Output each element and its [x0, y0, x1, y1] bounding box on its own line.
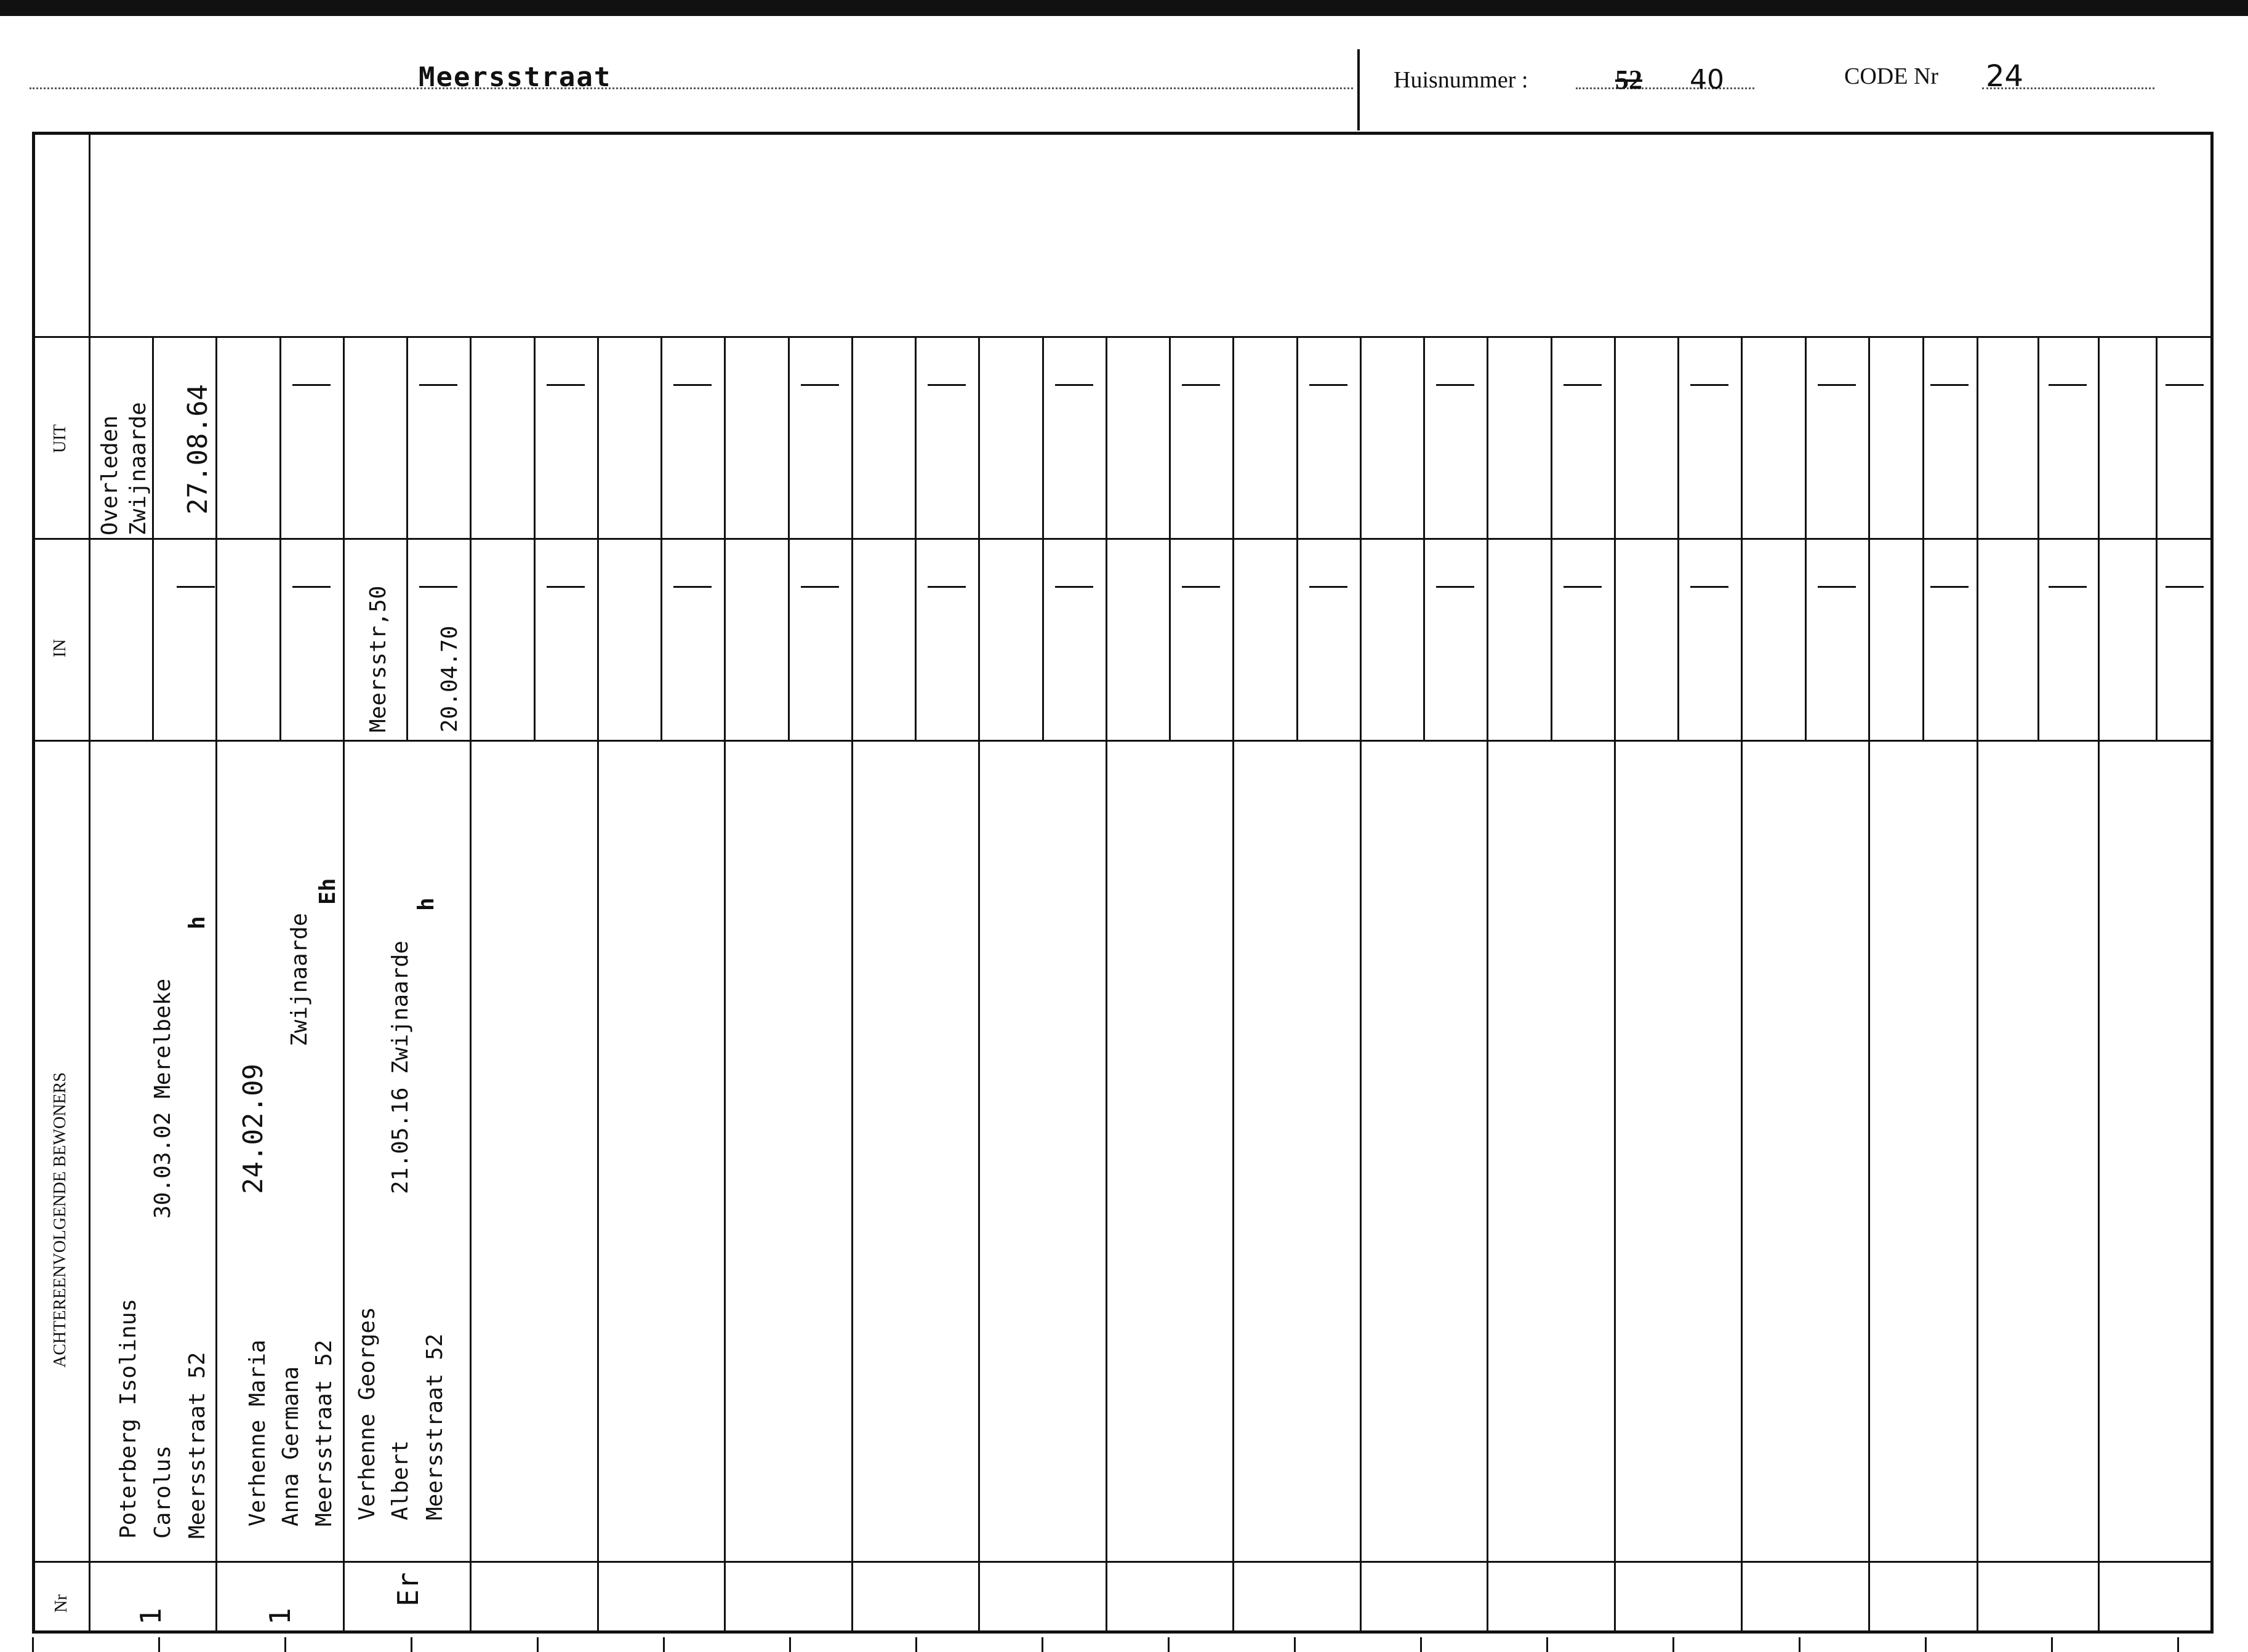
- section-label-uit: UIT: [50, 424, 70, 453]
- resident-3-name-line1: Verhenne Georges: [355, 1307, 380, 1520]
- sub-column-divider: [406, 336, 408, 740]
- sub-column-divider: [1042, 336, 1044, 740]
- resident-1-birth: 30.03.02 Merelbeke: [150, 978, 175, 1219]
- empty-cell-dash: [292, 384, 331, 386]
- empty-cell-dash: [1930, 586, 1969, 588]
- resident-1-address: Meersstraat 52: [185, 1352, 210, 1539]
- column-divider: [1741, 336, 1743, 1634]
- bottom-tick: [2177, 1637, 2179, 1652]
- resident-1-name-line1: Poterberg Isolinus: [116, 1298, 141, 1539]
- empty-cell-dash: [673, 586, 712, 588]
- resident-3-name-line2: Albert: [388, 1440, 413, 1520]
- sub-column-divider: [915, 336, 917, 740]
- bottom-tick: [915, 1637, 917, 1652]
- code-label: CODE Nr: [1844, 63, 1939, 89]
- resident-2-name-line1: Verhenne Maria: [245, 1339, 270, 1526]
- row-divider-in-residents: [32, 740, 2214, 742]
- sub-column-divider: [534, 336, 536, 740]
- resident-3-mark: h: [414, 897, 439, 911]
- sub-column-divider: [1805, 336, 1807, 740]
- code-value: 24: [1986, 59, 2024, 94]
- empty-cell-dash: [2049, 384, 2087, 386]
- empty-cell-dash: [419, 384, 457, 386]
- empty-cell-dash: [2166, 586, 2204, 588]
- empty-cell-dash: [2049, 586, 2087, 588]
- empty-cell-dash: [801, 586, 839, 588]
- column-divider: [1360, 336, 1362, 1634]
- resident-2-mark: Eh: [315, 878, 340, 905]
- house-number: 40: [1690, 64, 1724, 95]
- top-edge-bar: [0, 0, 2248, 16]
- sub-column-divider: [1423, 336, 1425, 740]
- column-divider: [597, 336, 599, 1634]
- house-number-label: Huisnummer :: [1394, 67, 1528, 93]
- section-label-nr: Nr: [52, 1594, 71, 1613]
- bottom-tick: [663, 1637, 665, 1652]
- bottom-tick: [537, 1637, 539, 1652]
- street-name: Meersstraat: [419, 62, 612, 93]
- column-divider: [1614, 336, 1616, 1634]
- column-divider: [1487, 336, 1488, 1634]
- empty-cell-dash: [1564, 586, 1602, 588]
- empty-cell-dash: [1182, 384, 1220, 386]
- empty-cell-dash: [1436, 586, 1474, 588]
- bottom-tick: [1925, 1637, 1927, 1652]
- sub-column-divider: [152, 336, 154, 740]
- empty-cell-dash: [419, 586, 457, 588]
- resident-2-birth-line2: Zwijnaarde: [287, 913, 312, 1046]
- bottom-tick: [32, 1637, 34, 1652]
- empty-cell-dash: [1182, 586, 1220, 588]
- empty-cell-dash: [1818, 384, 1856, 386]
- empty-cell-dash: [1930, 384, 1969, 386]
- column-divider: [1977, 336, 1978, 1634]
- resident-1-nr: 1: [134, 1608, 167, 1625]
- resident-3-address: Meersstraat 52: [422, 1333, 448, 1520]
- bottom-tick: [284, 1637, 286, 1652]
- resident-3-birth: 21.05.16 Zwijnaarde: [388, 940, 413, 1194]
- empty-cell-dash: [928, 586, 966, 588]
- column-divider: [724, 336, 726, 1634]
- bottom-tick: [1168, 1637, 1170, 1652]
- empty-cell-dash: [801, 384, 839, 386]
- resident-1-uit-date: 27.08.64: [182, 384, 214, 515]
- resident-3-in-date: 20.04.70: [437, 625, 462, 732]
- sub-column-divider: [279, 336, 281, 740]
- resident-1-uit-line2: Zwijnaarde: [126, 402, 151, 535]
- house-number-dotted-line: [1576, 87, 1754, 89]
- sub-column-divider: [1169, 336, 1171, 740]
- sub-column-divider: [788, 336, 790, 740]
- bottom-tick: [2051, 1637, 2053, 1652]
- header-separator: [1357, 49, 1360, 130]
- empty-cell-dash: [1436, 384, 1474, 386]
- column-divider: [1868, 336, 1870, 1634]
- bottom-tick: [1546, 1637, 1548, 1652]
- row-divider-uit-in: [32, 538, 2214, 540]
- resident-1-uit-line1: Overleden: [97, 415, 122, 535]
- resident-3-in-line1: Meersstr,50: [366, 585, 391, 732]
- bottom-tick: [1294, 1637, 1296, 1652]
- empty-cell-dash: [1055, 384, 1093, 386]
- empty-cell-dash: [1818, 586, 1856, 588]
- empty-cell-dash: [673, 384, 712, 386]
- empty-cell-dash: [292, 586, 331, 588]
- sub-column-divider: [1922, 336, 1924, 740]
- bottom-tick: [1799, 1637, 1800, 1652]
- sub-column-divider: [2156, 336, 2158, 740]
- sub-column-divider: [1551, 336, 1552, 740]
- empty-cell-dash: [1690, 586, 1728, 588]
- bottom-tick: [1042, 1637, 1043, 1652]
- empty-cell-dash: [1309, 384, 1347, 386]
- column-divider: [215, 336, 217, 1634]
- code-dotted-line: [1982, 87, 2154, 89]
- resident-2-nr: 1: [263, 1608, 297, 1625]
- column-divider: [1232, 336, 1234, 1634]
- empty-cell-dash: [928, 384, 966, 386]
- resident-2-address: Meersstraat 52: [311, 1339, 337, 1526]
- empty-cell-dash: [1564, 384, 1602, 386]
- section-label-in: IN: [50, 639, 70, 657]
- column-divider: [851, 336, 853, 1634]
- bottom-tick: [1420, 1637, 1422, 1652]
- empty-cell-dash: [547, 384, 585, 386]
- resident-1-name-line2: Carolus: [150, 1445, 175, 1539]
- empty-cell-dash: [1690, 384, 1728, 386]
- empty-cell-dash: [547, 586, 585, 588]
- street-dotted-line: [30, 87, 1353, 89]
- sub-column-divider: [1296, 336, 1298, 740]
- bottom-tick: [789, 1637, 791, 1652]
- row-divider-top: [32, 336, 2214, 338]
- empty-cell-dash: [177, 586, 215, 588]
- empty-cell-dash: [1309, 586, 1347, 588]
- resident-3-nr: Er: [391, 1572, 425, 1606]
- column-divider: [1106, 336, 1107, 1634]
- sub-column-divider: [2037, 336, 2039, 740]
- row-divider-residents-nr: [32, 1561, 2214, 1563]
- house-number-old: 52: [1615, 65, 1642, 95]
- resident-2-birth-line1: 24.02.09: [238, 1064, 269, 1194]
- column-divider: [470, 336, 472, 1634]
- bottom-tick: [158, 1637, 160, 1652]
- sub-column-divider: [660, 336, 662, 740]
- label-column-divider: [89, 132, 90, 1634]
- column-divider: [343, 336, 345, 1634]
- empty-cell-dash: [1055, 586, 1093, 588]
- sub-column-divider: [1677, 336, 1679, 740]
- bottom-tick: [411, 1637, 412, 1652]
- column-divider: [978, 336, 980, 1634]
- column-divider: [2098, 336, 2100, 1634]
- bottom-tick: [1672, 1637, 1674, 1652]
- empty-cell-dash: [2166, 384, 2204, 386]
- resident-1-mark: h: [185, 916, 210, 929]
- resident-2-name-line2: Anna Germana: [278, 1366, 303, 1526]
- section-label-residents: ACHTEREENVOLGENDE BEWONERS: [50, 1072, 70, 1368]
